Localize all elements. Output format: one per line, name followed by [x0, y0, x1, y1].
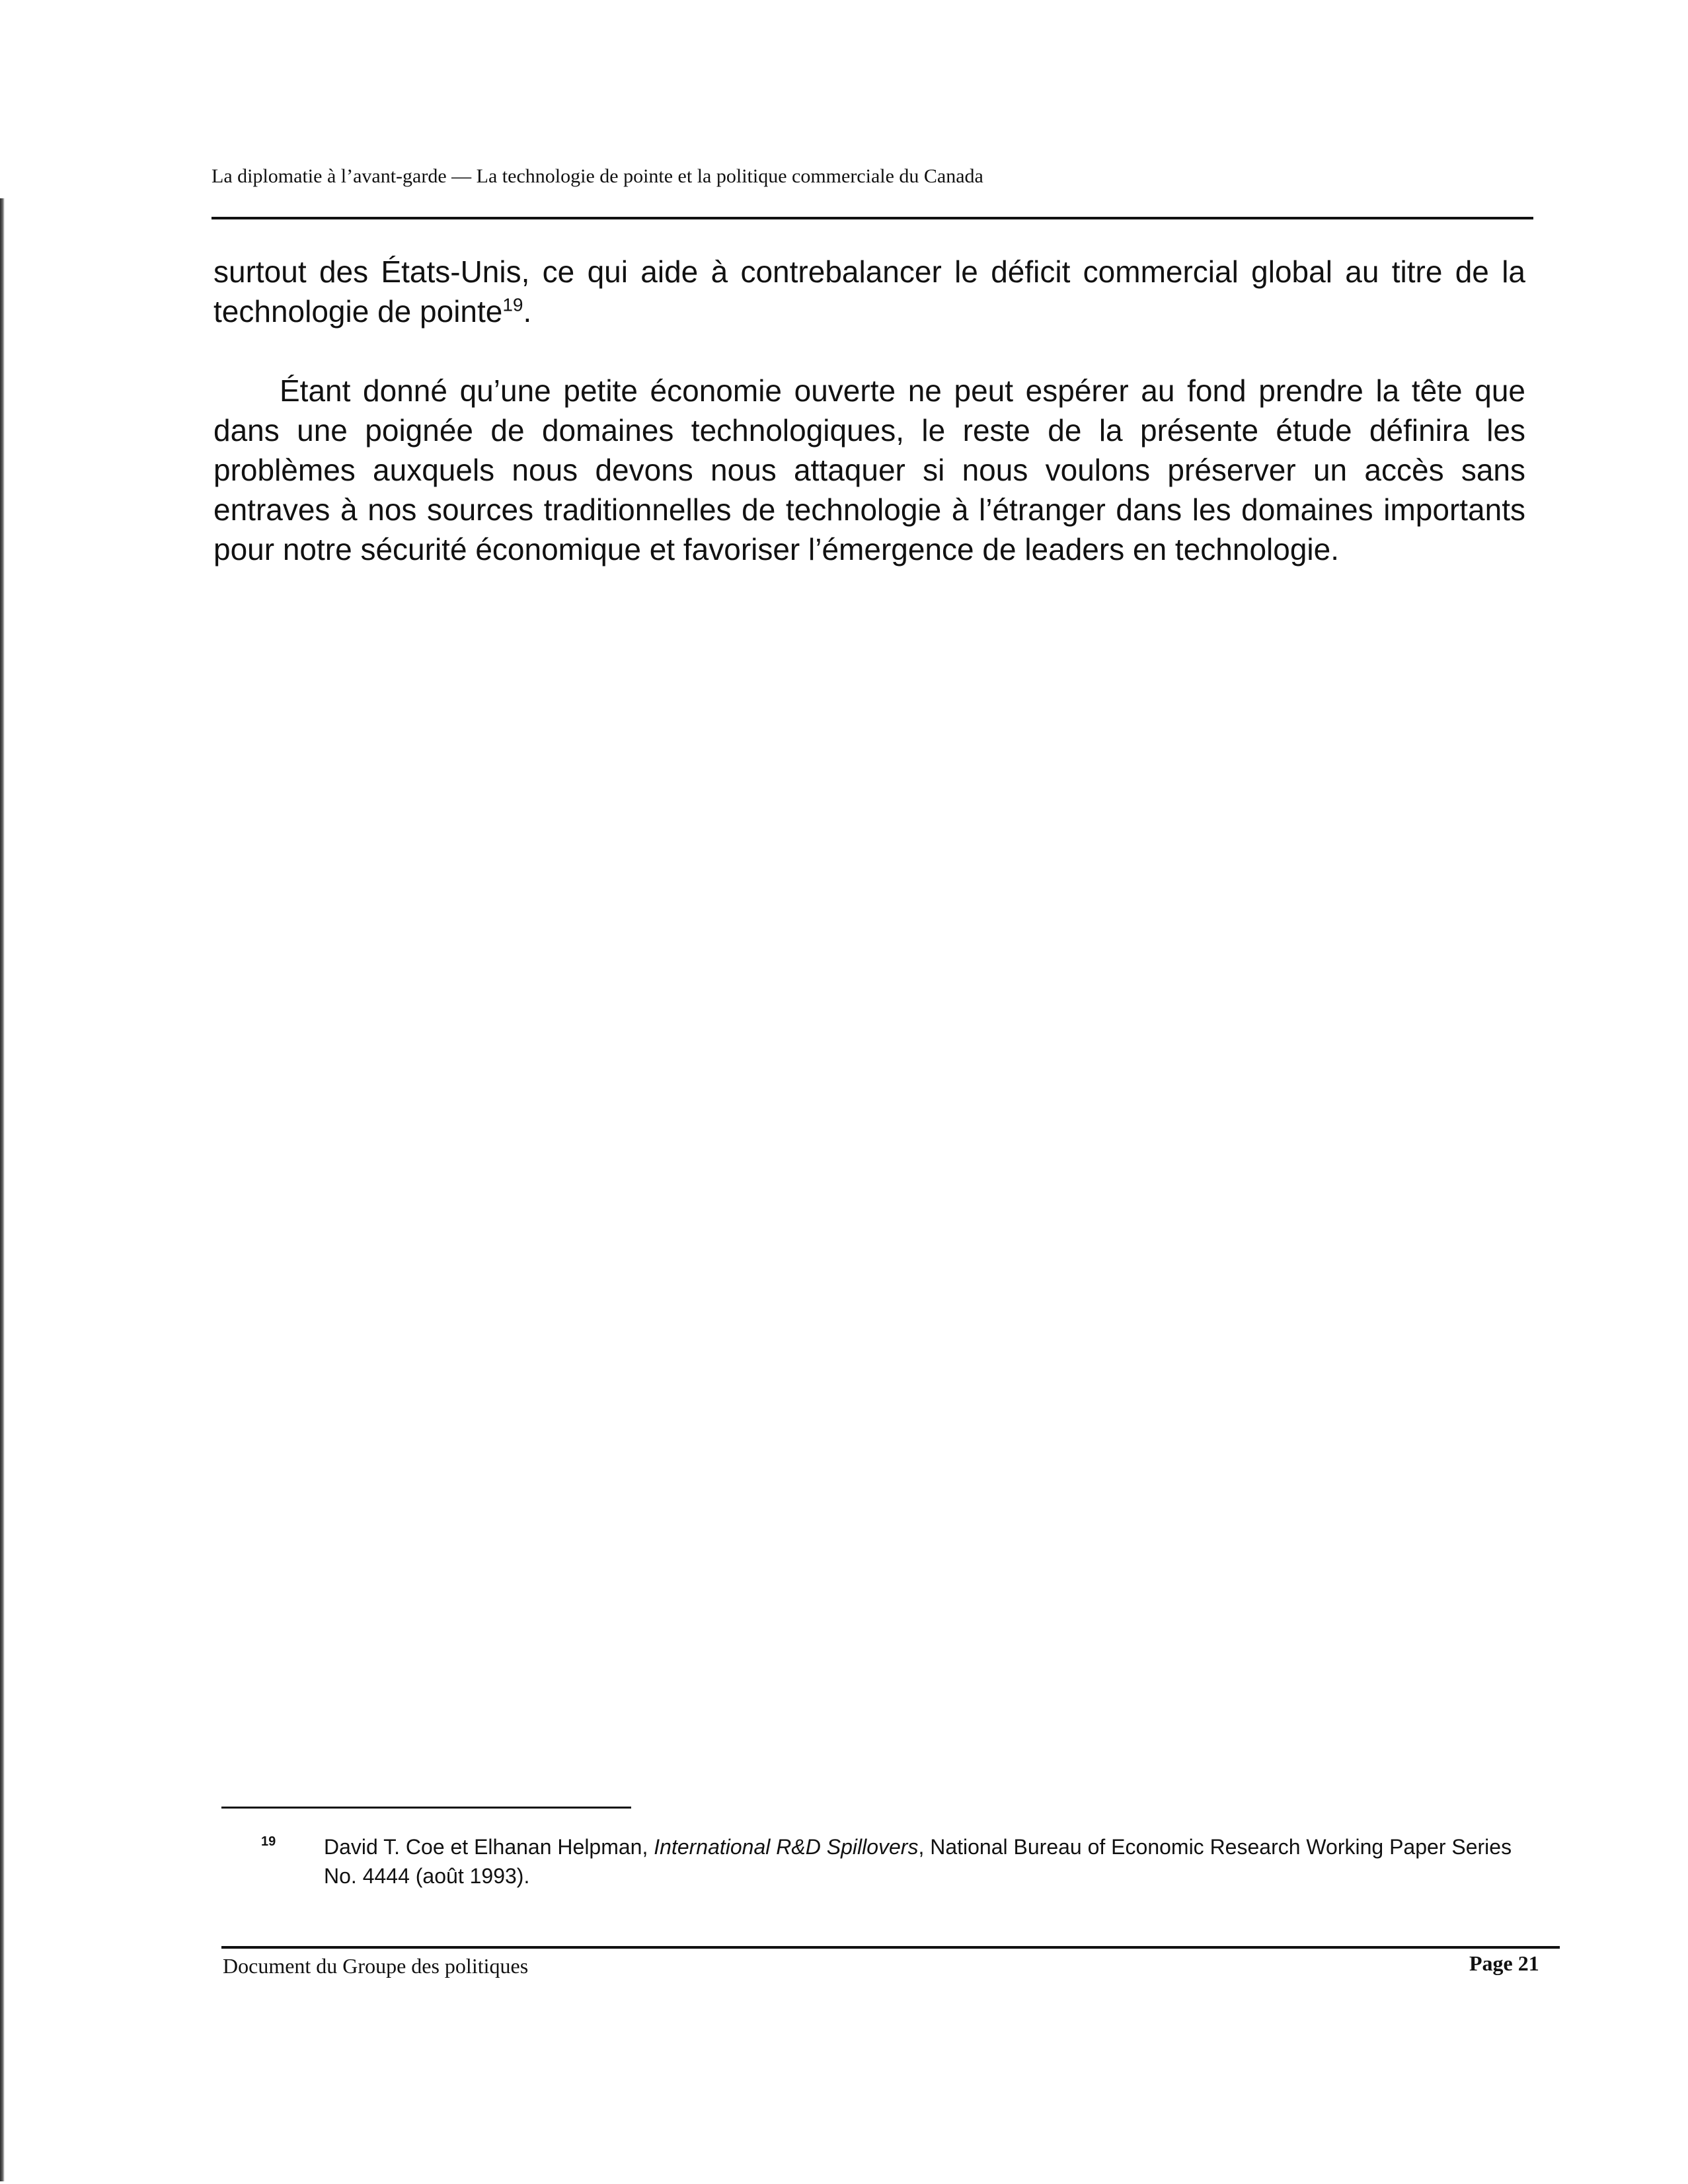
footnote-number: 19 [261, 1834, 276, 1849]
paragraph-2: Étant donné qu’une petite économie ouverte ne peut espérer au fond prendre la tête que dans une poignée de domaines technologiques, le reste de la présente étude définira les problèmes auxquels nous devons nous attaquer si nous voulons préserver un accès sans entraves à nos sources traditionnelles de technologie à l’étranger dans les domaines importants pour notre sécurité économique et favoriser l’émergence de leaders en technologie. [213, 373, 1525, 566]
header-rule [211, 217, 1533, 219]
running-header: La diplomatie à l’avant-garde — La technologie de pointe et la politique commerciale du Canada [211, 165, 983, 187]
footnote-reference[interactable]: 19 [502, 294, 523, 315]
footnote-title: International R&D Spillovers [654, 1835, 919, 1859]
scan-page-edge [0, 198, 5, 2181]
footnote [221, 1832, 1537, 1891]
footnote-text [324, 1832, 1537, 1891]
paragraph-1 [213, 252, 1525, 331]
footnote-rest: , National Bureau of Economic Research Working Paper Series No. 4444 (août 1993). [324, 1835, 1512, 1888]
footer-document-label: Document du Groupe des politiques [223, 1954, 529, 1978]
page-number: Page 21 [1469, 1951, 1539, 1975]
paragraph-1-end: . [523, 294, 532, 329]
paragraph-1-text: surtout des États-Unis, ce qui aide à contrebalancer le déficit commercial global au titre de la technologie de pointe [213, 254, 1525, 329]
body-text [213, 252, 1525, 569]
footer-rule [221, 1946, 1560, 1949]
footnote-separator [221, 1807, 631, 1809]
footnote-authors: David T. Coe et Elhanan Helpman, [324, 1835, 654, 1859]
